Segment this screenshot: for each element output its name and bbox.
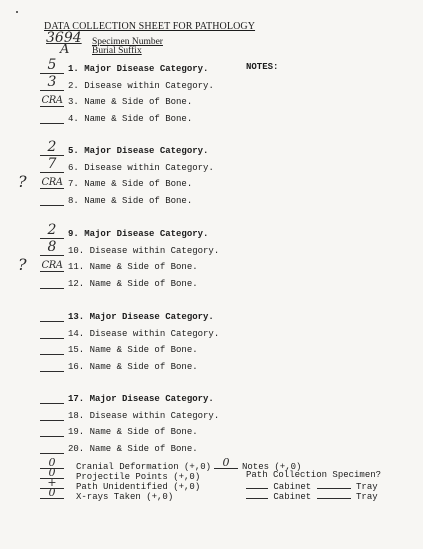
question-label [68, 229, 208, 239]
burial-suffix-label: Burial Suffix [92, 46, 142, 56]
question-number: 9. [68, 229, 79, 239]
question-text: Name & Side of Bone. [84, 97, 193, 108]
tray-label: Tray [356, 482, 378, 492]
tray-blank[interactable] [317, 490, 351, 499]
handwritten-answer: 7 [47, 155, 57, 172]
question-label [68, 97, 192, 107]
notes-label: NOTES: [246, 62, 279, 72]
question-text: Disease within Category. [89, 328, 220, 339]
question-text: Disease within Category. [84, 162, 214, 173]
cabinet-label: Cabinet [273, 482, 312, 492]
question-text: Disease within Category. [89, 245, 220, 256]
question-number: 8. [68, 196, 79, 207]
question-number: 3. [68, 97, 79, 108]
handwritten-answer: CRA [41, 177, 63, 189]
question-text: Major Disease Category. [89, 312, 214, 322]
question-text: Disease within Category. [84, 80, 214, 91]
handwritten-answer: 2 [47, 222, 57, 238]
answer-blank[interactable] [40, 205, 64, 206]
cabinet-blank[interactable] [246, 480, 268, 489]
specimen-number-value: 3694 [46, 30, 82, 46]
margin-question-mark: ? [18, 255, 27, 274]
margin-question-mark: ? [18, 172, 27, 191]
footer-label: Projectile Points (+,0) [76, 472, 201, 482]
handwritten-answer: CRA [41, 95, 63, 107]
question-number: 5. [68, 146, 79, 156]
stray-mark [16, 11, 18, 13]
answer-blank[interactable] [40, 106, 64, 107]
question-text: Name & Side of Bone. [84, 179, 193, 190]
question-text: Name & Side of Bone. [84, 196, 193, 207]
question-label [68, 279, 198, 289]
answer-blank[interactable] [40, 188, 64, 189]
answer-blank[interactable] [40, 371, 64, 372]
handwritten-answer: 2 [47, 139, 57, 155]
question-label [68, 362, 198, 372]
question-label [68, 312, 214, 322]
page-title: DATA COLLECTION SHEET FOR PATHOLOGY [44, 21, 256, 32]
question-label [68, 64, 208, 74]
question-label [68, 427, 198, 437]
question-number: 18. [68, 410, 85, 421]
question-label [68, 146, 208, 156]
question-label [68, 262, 198, 272]
footer-label: Path Unidentified (+,0) [76, 482, 201, 492]
question-text: Major Disease Category. [84, 146, 209, 156]
answer-blank[interactable] [40, 338, 64, 339]
question-number: 20. [68, 444, 85, 455]
answer-blank[interactable] [40, 420, 64, 421]
question-text: Name & Side of Bone. [89, 279, 198, 290]
answer-blank[interactable] [40, 321, 64, 322]
question-label [68, 444, 198, 454]
tray-blank[interactable] [317, 480, 351, 489]
answer-blank[interactable] [40, 288, 64, 289]
question-text: Name & Side of Bone. [89, 362, 198, 373]
handwritten-answer: 5 [47, 57, 57, 73]
question-number: 14. [68, 328, 85, 339]
path-collection-label: Path Collection Specimen? [246, 470, 382, 480]
tray-label: Tray [356, 492, 378, 502]
handwritten-answer: 0 [48, 486, 56, 499]
footer-label: Cranial Deformation (+,0) [76, 462, 212, 472]
question-label [68, 394, 214, 404]
handwritten-answer: 3 [47, 73, 57, 90]
question-text: Disease within Category. [89, 410, 220, 421]
question-number: 15. [68, 345, 85, 356]
cabinet-tray-row [246, 490, 378, 502]
answer-blank[interactable] [40, 436, 64, 437]
question-label [68, 179, 192, 189]
question-number: 10. [68, 245, 85, 256]
question-text: Major Disease Category. [89, 394, 214, 404]
question-number: 11. [68, 262, 85, 273]
footer-label: Notes (+,0) [242, 462, 302, 472]
cabinet-label: Cabinet [273, 492, 312, 502]
handwritten-answer: CRA [41, 260, 63, 272]
question-text: Name & Side of Bone. [89, 444, 198, 455]
handwritten-answer: 0 [222, 456, 230, 469]
answer-blank[interactable] [40, 172, 64, 173]
footer-label: X-rays Taken (+,0) [76, 492, 174, 502]
handwritten-answer: 0 [48, 456, 56, 469]
question-text: Name & Side of Bone. [84, 114, 193, 125]
question-text: Name & Side of Bone. [89, 345, 198, 356]
question-label [68, 246, 219, 256]
question-number: 17. [68, 394, 85, 404]
question-label [68, 196, 192, 206]
question-label [68, 163, 214, 173]
handwritten-answer: + [47, 476, 57, 489]
cabinet-blank[interactable] [246, 490, 268, 499]
question-number: 13. [68, 312, 85, 322]
question-number: 1. [68, 64, 79, 74]
answer-blank[interactable] [40, 271, 64, 272]
question-label [68, 329, 219, 339]
answer-blank[interactable] [40, 123, 64, 124]
question-number: 19. [68, 427, 85, 438]
answer-blank[interactable] [40, 354, 64, 355]
question-text: Major Disease Category. [84, 64, 209, 74]
question-number: 7. [68, 179, 79, 190]
question-number: 4. [68, 114, 79, 125]
question-label [68, 81, 214, 91]
question-text: Name & Side of Bone. [89, 262, 198, 273]
answer-blank[interactable] [40, 90, 64, 91]
answer-blank[interactable] [40, 453, 64, 454]
question-label [68, 345, 198, 355]
question-label [68, 114, 192, 124]
specimen-number-label: Specimen Number [92, 37, 163, 47]
question-text: Name & Side of Bone. [89, 427, 198, 438]
question-number: 6. [68, 162, 79, 173]
question-label [68, 411, 219, 421]
question-number: 12. [68, 279, 85, 290]
question-number: 2. [68, 80, 79, 91]
question-number: 16. [68, 362, 85, 373]
question-text: Major Disease Category. [84, 229, 209, 239]
handwritten-answer: 0 [48, 466, 56, 479]
burial-suffix-value: A [60, 42, 70, 57]
answer-blank[interactable] [40, 403, 64, 404]
answer-blank[interactable] [40, 255, 64, 256]
handwritten-answer: 8 [47, 238, 57, 255]
